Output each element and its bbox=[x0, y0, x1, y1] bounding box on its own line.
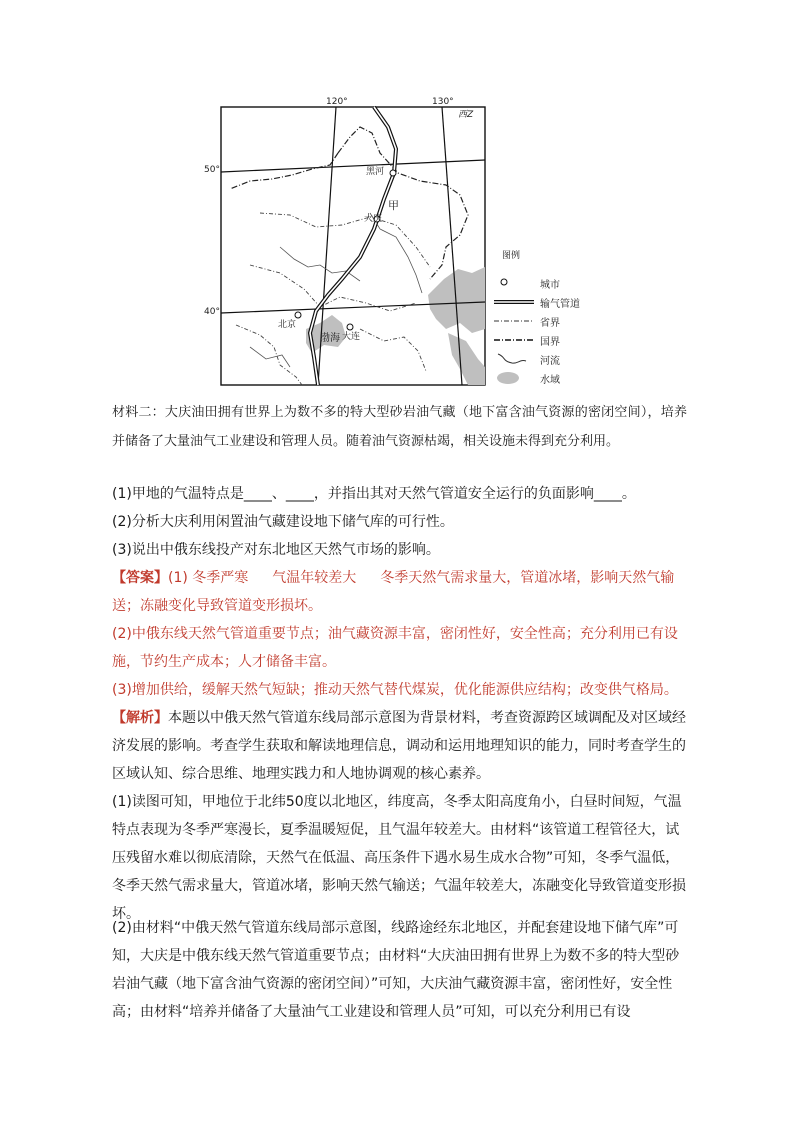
place-jia: 甲 bbox=[388, 199, 399, 212]
question-2: (2)分析大庆利用闲置油气藏建设地下储气库的可行性。 bbox=[112, 514, 454, 530]
lon-label-120: 120° bbox=[326, 97, 348, 107]
analysis-part-2: (2)由材料“中俄天然气管道东线局部示意图，线路途经东北地区，并配套建设地下储气库”可知，大庆是中俄东线天然气管道重要节点；由材料“大庆油田拥有世界上为数不多的特大型砂岩油气藏（地下富含油气资源的密闭空间）”可知，大庆油气藏资源丰富，密闭性好，安全性高；由材料“培养并储备了大量油气工业建设和管理人员”可知，可以充分利用已有设 bbox=[112, 920, 680, 1020]
question-1: (1)甲地的气温特点是____、____，并指出其对天然气管道安全运行的负面影响____。 bbox=[112, 486, 636, 502]
lon-label-130: 130° bbox=[432, 97, 454, 107]
place-bohai: 渤海 bbox=[320, 333, 340, 344]
legend-item-river: 河流 bbox=[492, 351, 642, 367]
water-area-icon bbox=[492, 370, 536, 386]
city-heihe bbox=[390, 170, 396, 176]
answer-3: (3)增加供给，缓解天然气短缺；推动天然气替代煤炭，优化能源供应结构；改变供气格局。 bbox=[112, 682, 678, 698]
legend-item-city: 城市 bbox=[492, 275, 642, 291]
answer-tag: 【答案】 bbox=[112, 570, 168, 586]
corner-label: 西Z bbox=[458, 110, 474, 120]
legend-item-water-area: 水域 bbox=[492, 370, 642, 386]
legend-item-pipeline: 输气管道 bbox=[492, 294, 642, 310]
analysis-intro-text: 本题以中俄天然气管道东线局部示意图为背景材料，考查资源跨区域调配及对区域经济发展的影响。考查学生获取和解读地理信息，调动和运用地理知识的能力，同时考查学生的区域认知、综合思维、地理实践力和人地协调观的核心素养。 bbox=[112, 710, 686, 782]
place-dalian: 大连 bbox=[342, 332, 361, 342]
place-heihe: 黑河 bbox=[366, 167, 385, 177]
map-drawing bbox=[220, 97, 526, 387]
answer-1-part2: 气温年较差大 bbox=[272, 570, 357, 586]
question-3: (3)说出中俄东线投产对东北地区天然气市场的影响。 bbox=[112, 542, 440, 558]
analysis-tag: 【解析】 bbox=[112, 710, 168, 726]
river-icon bbox=[492, 351, 536, 367]
city-icon bbox=[492, 275, 536, 291]
answer-1-part3: 冬季天然气需求量大，管道冰堵，影响天然气输送；冻融变化导致管道变形损坏。 bbox=[112, 570, 675, 614]
pipeline-map bbox=[204, 97, 580, 387]
national-border-icon bbox=[492, 332, 536, 348]
place-daqing: 大庆 bbox=[364, 214, 383, 224]
place-beijing: 北京 bbox=[278, 320, 297, 330]
lat-label-50: 50° bbox=[204, 165, 220, 175]
material-two: 材料二：大庆油田拥有世界上为数不多的特大型砂岩油气藏（地下富含油气资源的密闭空间），培养并储备了大量油气工业建设和管理人员。随着油气资源枯竭，相关设施未得到充分利用。 bbox=[112, 405, 687, 449]
answer-1-part1: 冬季严寒 bbox=[192, 570, 249, 586]
legend-item-province-border: 省界 bbox=[492, 313, 642, 329]
legend-item-national-border: 国界 bbox=[492, 332, 642, 348]
province-border-icon bbox=[492, 313, 536, 329]
answer-1 bbox=[112, 564, 692, 620]
answer-2: (2)中俄东线天然气管道重要节点；油气藏资源丰富，密闭性好，安全性高；充分利用已有设施，节约生产成本；人才储备丰富。 bbox=[112, 626, 678, 670]
lat-label-40: 40° bbox=[204, 307, 220, 317]
legend-title: 图例 bbox=[502, 251, 521, 261]
answer-1-num: (1) bbox=[168, 570, 188, 586]
analysis-part-1: (1)读图可知，甲地位于北纬50度以北地区，纬度高，冬季太阳高度角小，白昼时间短，气温特点表现为冬季严寒漫长，夏季温暖短促，且气温年较差大。由材料“该管道工程管径大，试压残留水难以彻底清除，天然气在低温、高压条件下遇水易生成水合物”可知，冬季气温低，冬季天然气需求量大，管道冰堵，影响天然气输送；气温年较差大，冻融变化导致管道变形损坏。 bbox=[112, 794, 686, 922]
pipeline-icon bbox=[492, 294, 536, 310]
analysis-intro bbox=[112, 704, 692, 788]
